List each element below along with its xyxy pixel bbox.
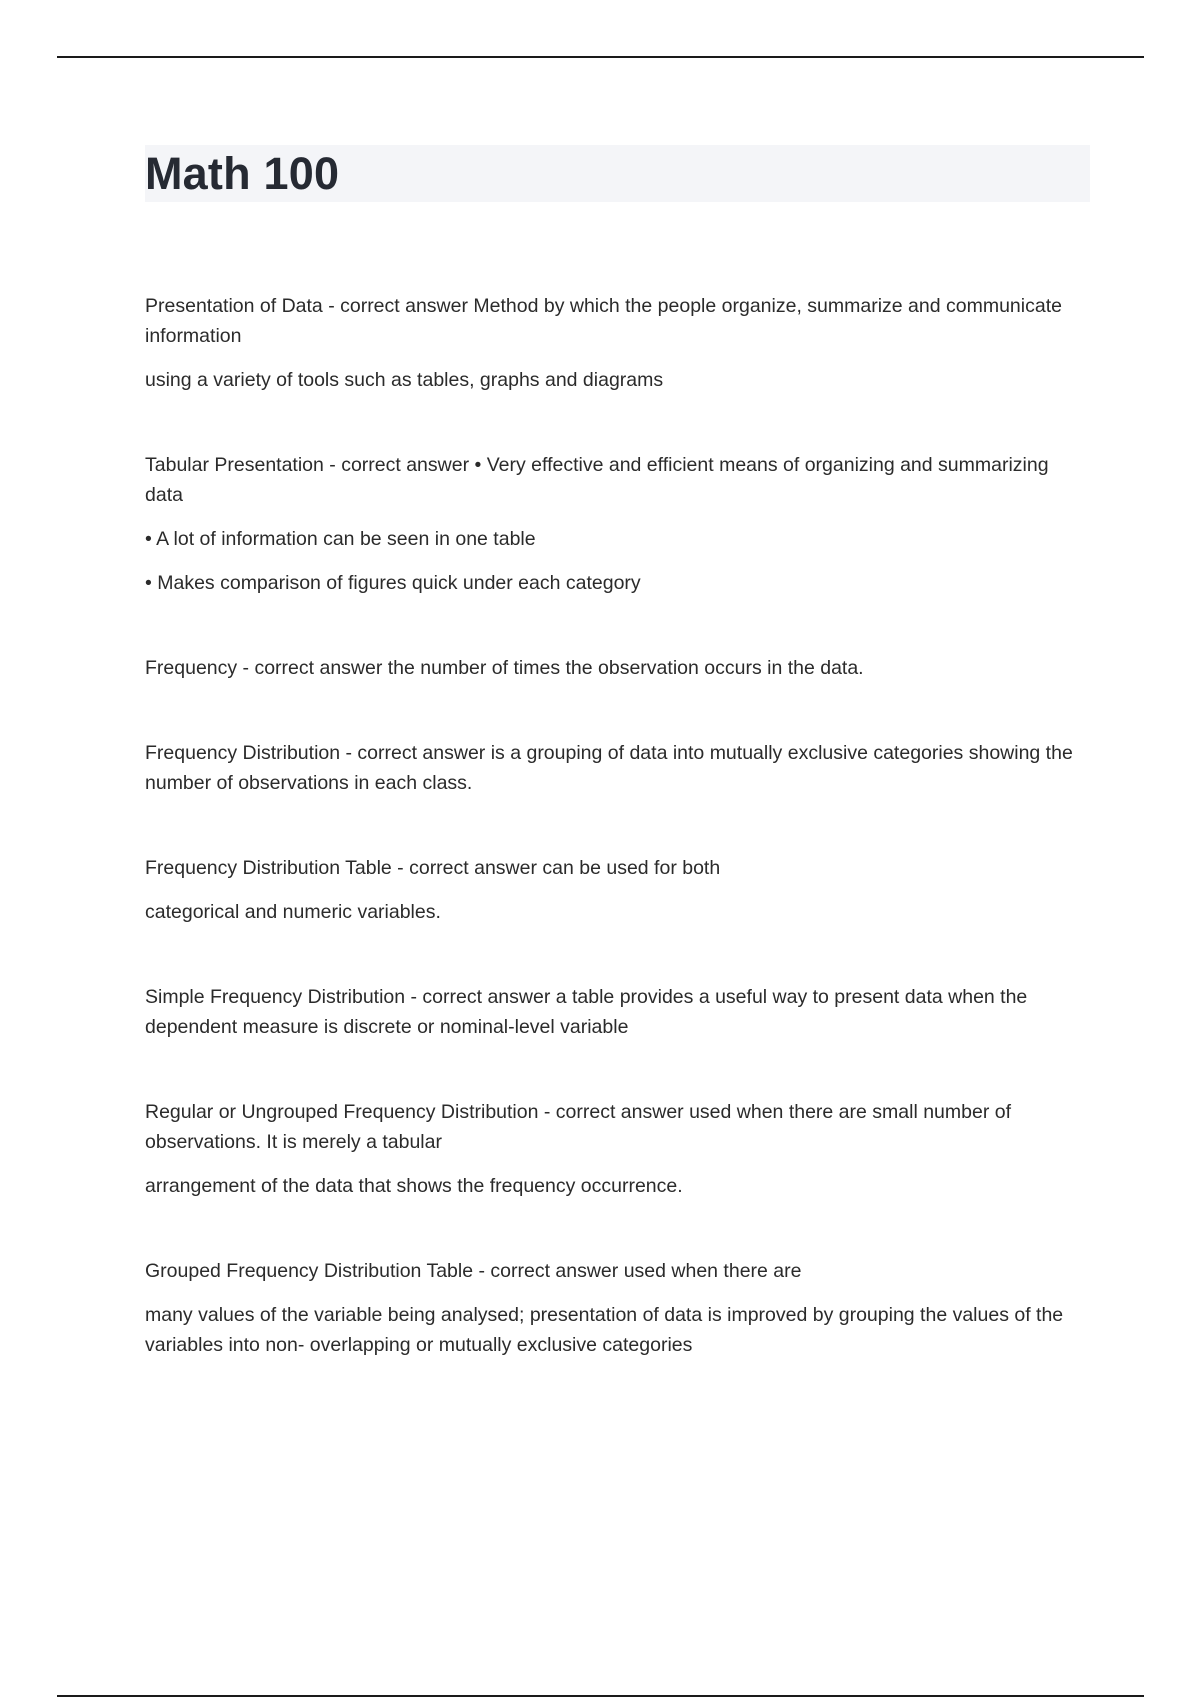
entry-paragraph: • A lot of information can be seen in one table <box>145 528 536 550</box>
entries-list <box>145 291 1090 1415</box>
entry-frequency <box>145 653 1090 683</box>
entry-paragraph: Frequency - correct answer the number of times the observation occurs in the data. <box>145 657 864 679</box>
entry-paragraph: arrangement of the data that shows the frequency occurrence. <box>145 1175 683 1197</box>
entry-paragraph: Grouped Frequency Distribution Table - correct answer used when there are <box>145 1260 802 1282</box>
entry-presentation-of-data <box>145 291 1090 395</box>
entry-frequency-distribution <box>145 738 1090 798</box>
entry-simple-frequency-distribution <box>145 982 1090 1042</box>
page-title: Math 100 <box>145 148 340 199</box>
top-rule <box>57 56 1144 58</box>
entry-paragraph: Tabular Presentation - correct answer • Very effective and efficient means of organizing and summarizing data <box>145 454 1049 506</box>
entry-frequency-distribution-table <box>145 853 1090 927</box>
bottom-rule <box>57 1695 1144 1697</box>
entry-tabular-presentation <box>145 450 1090 598</box>
entry-paragraph: • Makes comparison of figures quick under each category <box>145 572 641 594</box>
entry-paragraph: Regular or Ungrouped Frequency Distribution - correct answer used when there are small number of observations. It is merely a tabular <box>145 1101 1011 1153</box>
entry-paragraph: Frequency Distribution Table - correct answer can be used for both <box>145 857 721 879</box>
entry-paragraph: many values of the variable being analysed; presentation of data is improved by grouping the values of the variables into non- overlapping or mutually exclusive categories <box>145 1304 1064 1356</box>
entry-paragraph: using a variety of tools such as tables, graphs and diagrams <box>145 369 664 391</box>
entry-grouped-frequency-distribution-table <box>145 1256 1090 1360</box>
entry-paragraph: Simple Frequency Distribution - correct answer a table provides a useful way to present data when the dependent measure is discrete or nominal-level variable <box>145 986 1028 1038</box>
entry-paragraph: categorical and numeric variables. <box>145 901 441 923</box>
entry-paragraph: Presentation of Data - correct answer Method by which the people organize, summarize and communicate information <box>145 295 1062 347</box>
entry-paragraph: Frequency Distribution - correct answer is a grouping of data into mutually exclusive categories showing the number of observations in each class. <box>145 742 1073 794</box>
entry-ungrouped-frequency-distribution <box>145 1097 1090 1201</box>
